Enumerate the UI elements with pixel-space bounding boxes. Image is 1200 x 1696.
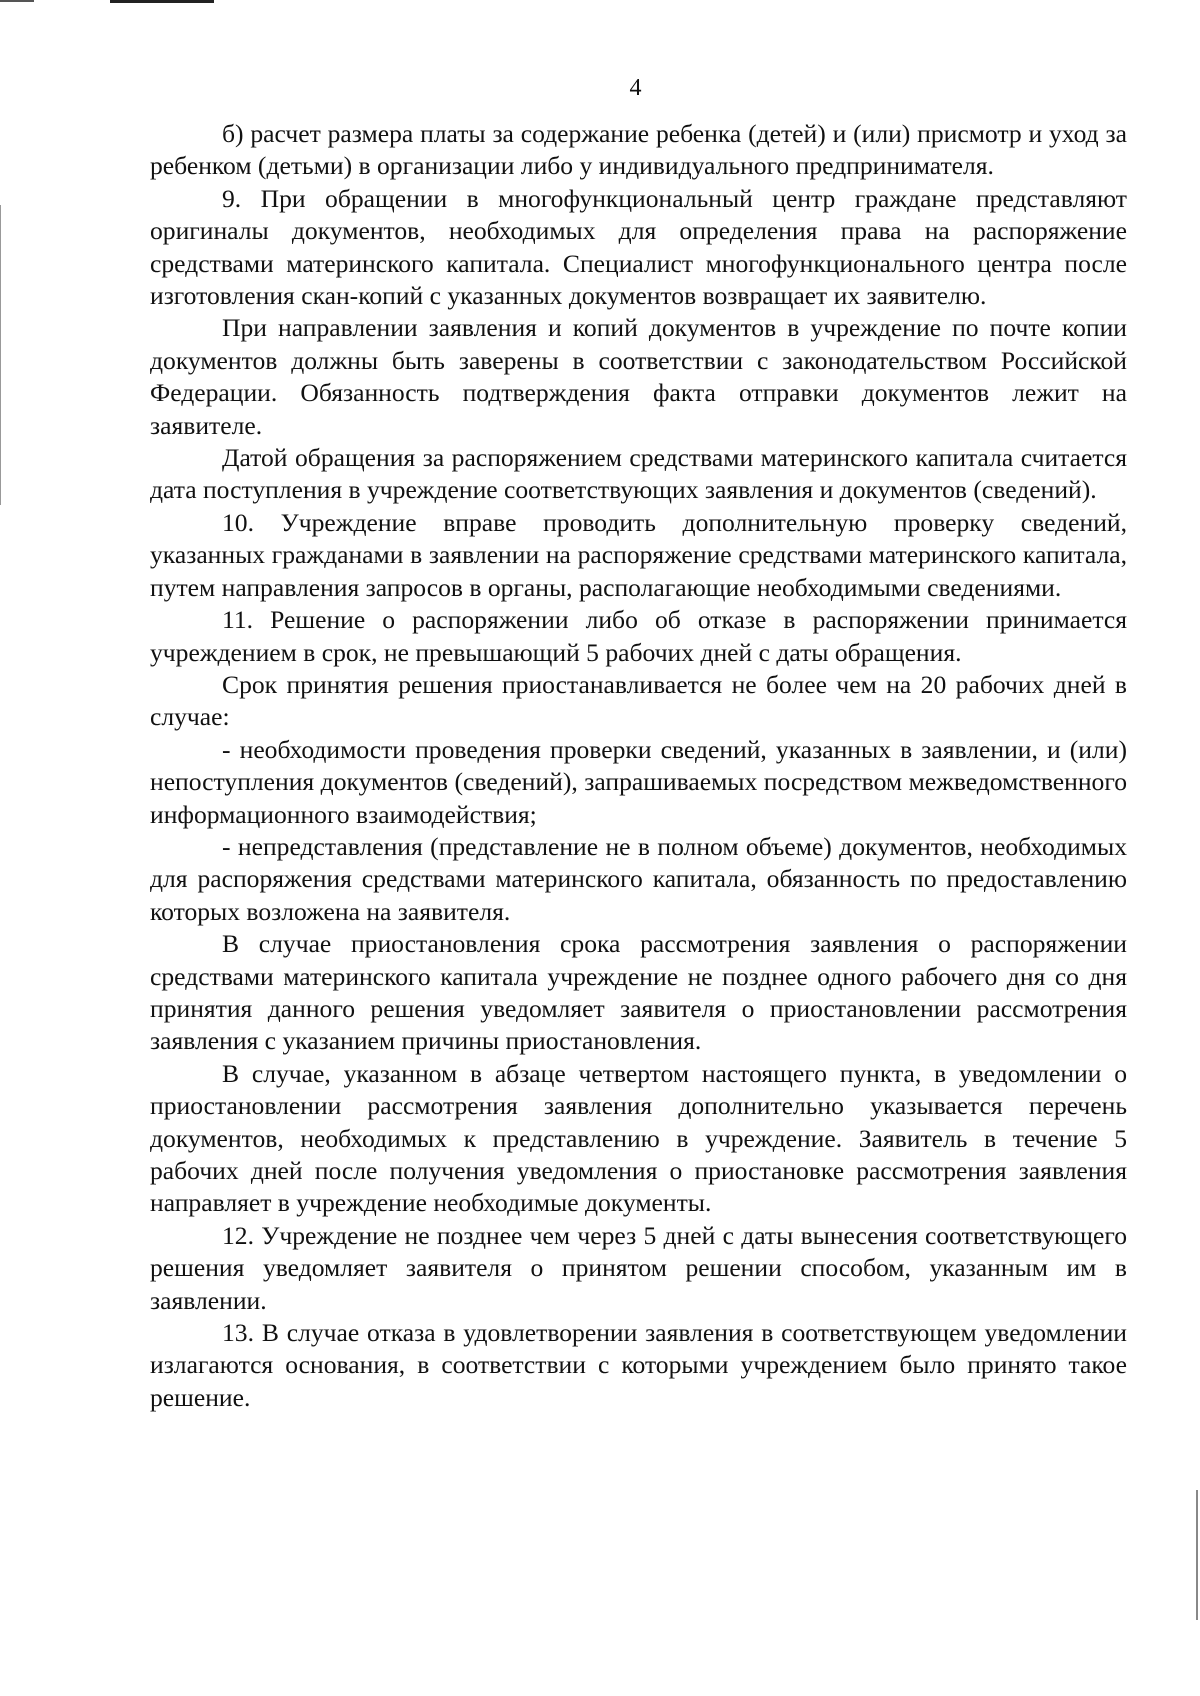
page-number: 4 [629,75,642,101]
paragraph-suspension-term: Срок принятия решения приостанавливается не более чем на 20 рабочих дней в случае: [150,669,1127,732]
scan-artifact-top [110,0,214,3]
paragraph-application-date: Датой обращения за распоряжением средствами материнского капитала считается дата поступления в учреждение соответствующих заявления и документов (сведений). [150,443,1127,505]
paragraph-b-fee-calculation: б) расчет размера платы за содержание ребенка (детей) и (или) присмотр и уход за ребенком (детьми) в организации либо у индивидуального предпринимателя. [150,119,1127,181]
paragraph-9-mfc-originals: 9. При обращении в многофункциональный центр граждане представляют оригиналы документов, необходимых для определения права на распоряжение средствами материнского капитала. Специалист многофункционального центра после изготовления скан-копий с указанных документов возвращает их заявителю. [150,183,1127,311]
scan-artifact-right-edge [1196,1490,1198,1620]
document-body [150,118,1127,1414]
paragraph-suspension-notice: В случае приостановления срока рассмотрения заявления о распоряжении средствами материнского капитала учреждение не позднее одного рабочего дня со дня принятия данного решения уведомляет заявителя о приостановлении рассмотрения заявления с указанием причины приостановления. [150,929,1127,1056]
list-item-non-submission: - непредставления (представление не в полном объеме) документов, необходимых для распоряжения средствами материнского капитала, обязанность по предоставлению которых возложена на заявителя. [150,831,1127,926]
paragraph-mail-copies: При направлении заявления и копий документов в учреждение по почте копии документов должны быть заверены в соответствии с законодательством Российской Федерации. Обязанность подтверждения факта отправки документов лежит на заявителе. [150,313,1127,440]
paragraph-13-refusal-grounds: 13. В случае отказа в удовлетворении заявления в соответствующем уведомлении излагаются основания, в соответствии с которыми учреждением было принято такое решение. [150,1318,1127,1412]
paragraph-10-additional-check: 10. Учреждение вправе проводить дополнительную проверку сведений, указанных гражданами в заявлении на распоряжение средствами материнского капитала, путем направления запросов в органы, располагающие необходимыми сведениями. [150,507,1127,602]
scan-artifact-top-left [0,0,34,2]
paragraph-notice-documents-list: В случае, указанном в абзаце четвертом настоящего пункта, в уведомлении о приостановлении рассмотрения заявления дополнительно указывается перечень документов, необходимых к представлению в учреждение. Заявитель в течение 5 рабочих дней после получения уведомления о приостановке рассмотрения заявления направляет в учреждение необходимые документы. [150,1058,1127,1218]
paragraph-12-decision-notice: 12. Учреждение не позднее чем через 5 дней с даты вынесения соответствующего решения уведомляет заявителя о принятом решении способом, указанным им в заявлении. [150,1220,1127,1315]
list-item-verification: - необходимости проведения проверки сведений, указанных в заявлении, и (или) непоступления документов (сведений), запрашиваемых посредством межведомственного информационного взаимодействия; [150,734,1127,829]
paragraph-11-decision-term: 11. Решение о распоряжении либо об отказе в распоряжении принимается учреждением в срок, не превышающий 5 рабочих дней с даты обращения. [150,605,1127,667]
scan-artifact-left-edge [0,205,1,505]
